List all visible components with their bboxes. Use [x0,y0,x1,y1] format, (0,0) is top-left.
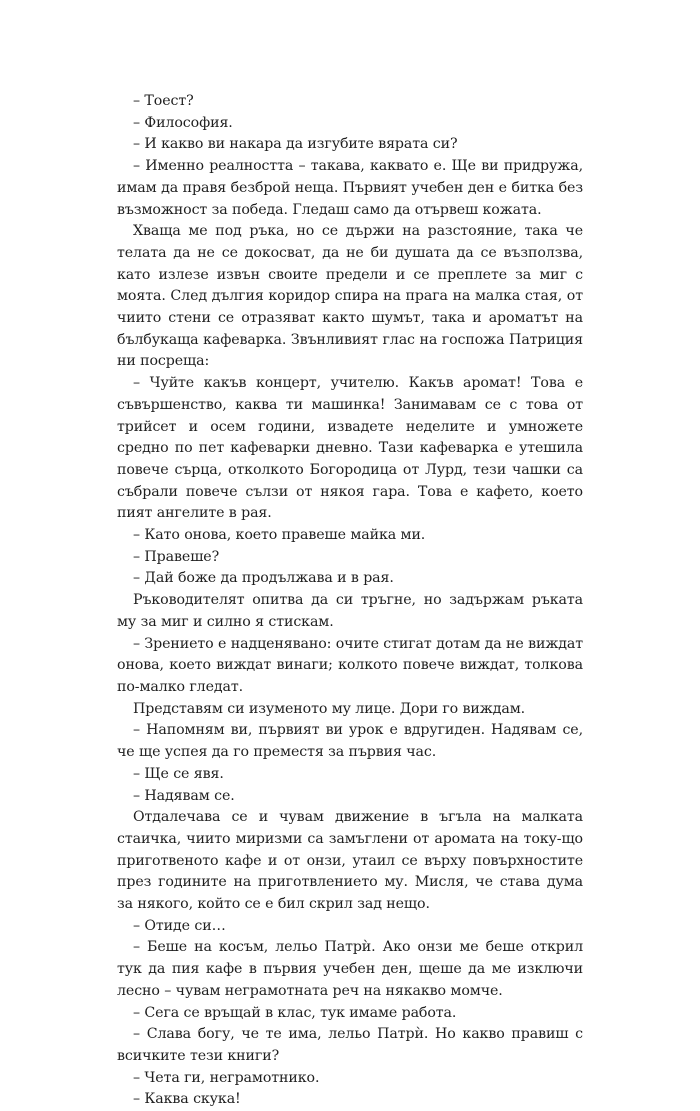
paragraph-7: – Като онова, което правеше майка ми. [133,527,426,544]
paragraph-12: Представям си изуменото му лице. Дори го виждам. [133,700,526,717]
paragraph-4: – Именно реалността – такава, каквато е. Ще ви придружа, имам да правя безброй неща. Първият учебен ден е битка без възможност за победа. Гледаш само да отървеш кожата. [117,158,583,218]
paragraph-13: – Напомням ви, първият ви урок е вдругиден. Надявам се, че ще успея да го преместя за първия час. [117,722,583,761]
paragraph-2: – Философия. [133,114,233,131]
body-text [117,91,583,1111]
paragraph-21: – Чета ги, неграмотнико. [133,1069,320,1086]
paragraph-14: – Ще се явя. [133,765,224,782]
paragraph-19: – Сега се връщай в клас, тук имаме работа. [133,1004,457,1021]
paragraph-10: Ръководителят опитва да си тръгне, но задържам ръката му за миг и силно я стискам. [117,592,583,630]
paragraph-15: – Надявам се. [133,787,235,804]
paragraph-11: – Зрението е надценявано: очите стигат дотам да не виждат онова, което виждат винаги; колкото повече виждат, толкова по-малко гледат. [117,635,584,695]
paragraph-9: – Дай боже да продължава и в рая. [133,570,394,587]
paragraph-8: – Правеше? [133,548,220,565]
paragraph-5: Хваща ме под ръка, но се държи на разстояние, така че телата да не се докосват, да не би душата да се възползва, като излезе извън своите предели и се преплете за миг с моята. След дългия коридор спира на прага на малка стая, от чиито стени се отразяват както шумът, така и ароматът на бълбукаща кафеварка. Звънливият глас на госпожа Патриция ни посреща: [117,223,583,370]
paragraph-17: – Отиде си… [133,917,226,934]
paragraph-18: – Беше на косъм, лельо Патрѝ. Ако онзи ме беше открил тук да пия кафе в първия учебен ден, щеше да ме изключи лесно – чувам неграмотната реч на някакво момче. [117,939,583,999]
paragraph-16: Отдалечава се и чувам движение в ъгъла на малката стаичка, чиито миризми са замъглени от аромата на току-що приготвеното кафе и от онзи, утаил се върху повърхностите през годините на приготвлението му. Мисля, че става дума за някого, който се е бил скрил зад нещо. [117,809,583,913]
paragraph-1: – Тоест? [133,93,194,109]
paragraph-3: – И какво ви накара да изгубите вярата си? [133,136,458,153]
paragraph-20: – Слава богу, че те има, лельо Патрѝ. Но какво правиш с всичките тези книги? [117,1026,583,1064]
paragraph-22: – Каква скука! [133,1091,241,1108]
paragraph-6: – Чуйте какъв концерт, учителю. Какъв аромат! Това е съвършенство, каква ти машинка! Занимавам се с това от трийсет и осем години, извадете неделите и умножете средно по пет кафеварки дневно. Тази кафеварка е утешила повече сърца, отколкото Богородица от Лурд, тези чашки са събрали повече сълзи от някоя гара. Това е кафето, което пият ангелите в рая. [117,375,583,522]
